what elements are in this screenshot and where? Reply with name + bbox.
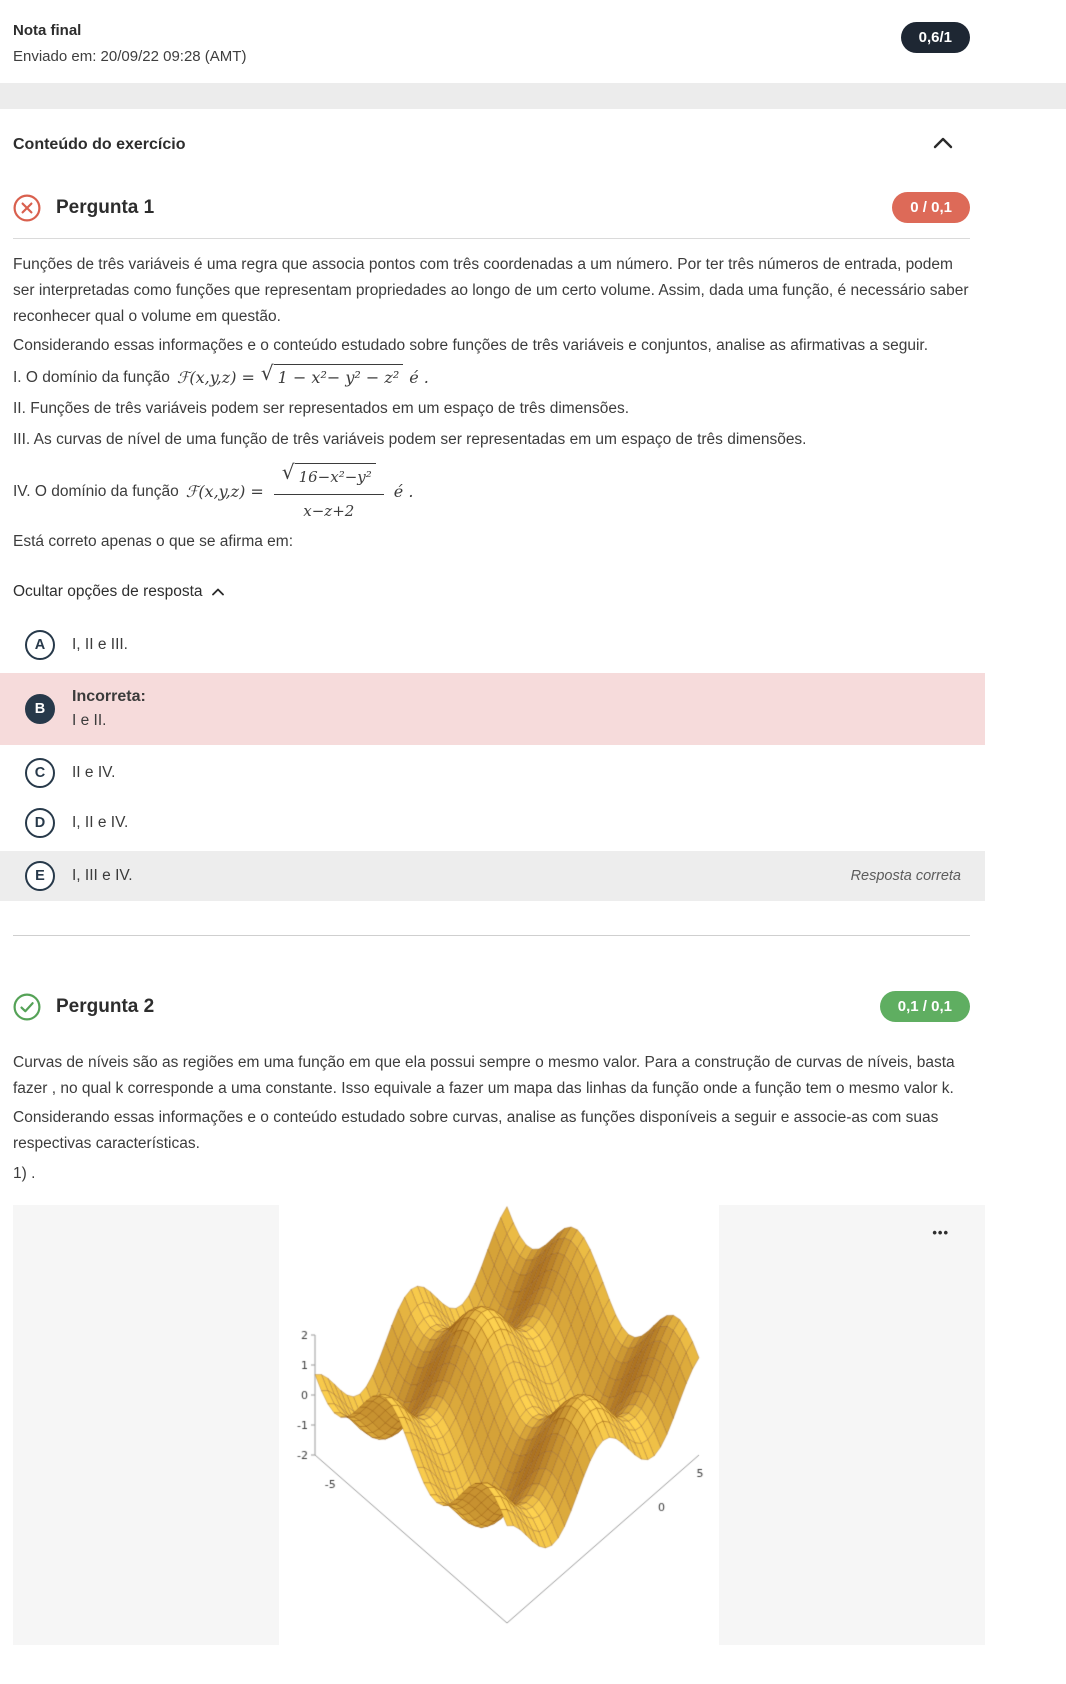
statement-ii-text: II. Funções de três variáveis podem ser representados em um espaço de três dimensões. <box>13 400 629 417</box>
statement-ii <box>13 396 970 422</box>
submitted-timestamp: Enviado em: 20/09/22 09:28 (AMT) <box>13 48 247 65</box>
question-paragraph: Curvas de níveis são as regiões em uma função em que ela possui sempre o mesmo valor. Para a construção de curvas de níveis, basta fazer , no qual k corresponde a uma constante. Isso equivale a fazer um mapa das linhas da função onde a função tem o mesmo valor k. <box>13 1054 955 1097</box>
option-letter-badge: D <box>25 808 55 838</box>
fraction <box>274 460 384 524</box>
statement-iv <box>13 458 970 526</box>
function-notation: ℱ(x,y,z) = <box>185 482 264 501</box>
answer-options <box>0 623 985 901</box>
header <box>0 0 985 83</box>
plot-container <box>13 1205 985 1645</box>
sqrt-expression <box>282 463 376 490</box>
question-paragraph: Considerando essas informações e o conteúdo estudado sobre funções de três variáveis e conjuntos, analise as afirmativas a seguir. <box>13 337 929 354</box>
answer-option-d[interactable] <box>0 801 985 845</box>
option-label: I, II e III. <box>72 636 128 653</box>
question-1-score-badge: 0 / 0,1 <box>892 192 970 223</box>
collapse-section-button[interactable] <box>929 133 957 156</box>
question-1-header <box>0 174 985 238</box>
question-title: Pergunta 2 <box>56 995 155 1017</box>
fraction-denominator: x−z+2 <box>303 502 355 520</box>
question-2 <box>0 936 985 1645</box>
item-1-label: 1) . <box>13 1165 36 1182</box>
statement-iii <box>13 427 970 453</box>
answer-option-e-correct[interactable] <box>0 851 985 901</box>
exercise-content-section-header <box>0 109 985 174</box>
toggle-label: Ocultar opções de resposta <box>13 583 203 600</box>
question-2-body <box>0 1037 985 1157</box>
option-letter-badge: E <box>25 861 55 891</box>
incorrect-x-circle-icon <box>13 194 41 222</box>
quiz-results-page <box>0 0 985 83</box>
plot-menu-button[interactable]: ••• <box>932 1225 949 1240</box>
statement-iv-formula <box>186 458 414 526</box>
section-title: Conteúdo do exercício <box>13 135 186 153</box>
correct-answer-note: Resposta correta <box>850 868 961 884</box>
statement-i <box>13 364 970 391</box>
option-letter-badge: B <box>25 694 55 724</box>
statement-i-text: I. O domínio da função <box>13 368 170 386</box>
answer-option-c[interactable] <box>0 751 985 795</box>
question-title: Pergunta 1 <box>56 196 155 218</box>
option-label: I, II e IV. <box>72 814 129 831</box>
option-text <box>72 685 146 733</box>
chevron-up-icon <box>933 137 953 152</box>
radicand: √ 16−x²−y² <box>295 463 376 490</box>
answer-option-a[interactable] <box>0 623 985 667</box>
plot-image-area <box>279 1205 719 1645</box>
fraction-numerator <box>274 460 384 495</box>
option-label: I, III e IV. <box>72 867 133 884</box>
function-notation: ℱ(x,y,z) = <box>176 367 255 387</box>
surface-plot-canvas <box>279 1205 719 1645</box>
header-divider-band <box>0 83 1066 109</box>
page-title: Nota final <box>13 22 82 39</box>
question-1-body <box>0 239 985 555</box>
statement-iii-text: III. As curvas de nível de uma função de três variáveis podem ser representadas em um espaço de três dimensões. <box>13 431 807 448</box>
question-1 <box>0 174 985 901</box>
statement-i-suffix: é . <box>409 367 429 387</box>
statement-iv-text: IV. O domínio da função <box>13 483 179 500</box>
header-left <box>13 22 246 65</box>
toggle-answer-options[interactable] <box>0 583 224 601</box>
closing-line: Está correto apenas o que se afirma em: <box>13 533 294 550</box>
incorrect-label: Incorreta: <box>72 688 146 705</box>
option-label: I e II. <box>72 712 107 729</box>
option-letter-badge: A <box>25 630 55 660</box>
question-paragraph: Funções de três variáveis é uma regra que associa pontos com três coordenadas a um número. Por ter três números de entrada, podem ser interpretadas como funções que representam propriedades ao longo de um certo volume. Assim, dada uma função, é necessário saber reconhecer qual o volume em questão. <box>13 256 969 325</box>
question-paragraph: Considerando essas informações e o conteúdo estudado sobre curvas, analise as funções disponíveis a seguir e associe-as com suas respectivas características. <box>13 1109 939 1152</box>
final-score-badge: 0,6/1 <box>901 22 970 53</box>
statement-i-formula <box>177 364 429 391</box>
question-2-score-badge: 0,1 / 0,1 <box>880 991 970 1022</box>
option-letter-badge: C <box>25 758 55 788</box>
option-label: II e IV. <box>72 764 116 781</box>
chevron-up-small-icon <box>212 583 224 601</box>
question-2-header <box>0 936 985 1037</box>
answer-option-b-selected-incorrect[interactable] <box>0 673 985 745</box>
correct-check-circle-icon <box>13 993 41 1021</box>
radicand: √ 1 − x²− y² − z² <box>274 364 404 391</box>
statement-iv-suffix: é . <box>393 482 414 501</box>
sqrt-expression <box>261 364 403 391</box>
